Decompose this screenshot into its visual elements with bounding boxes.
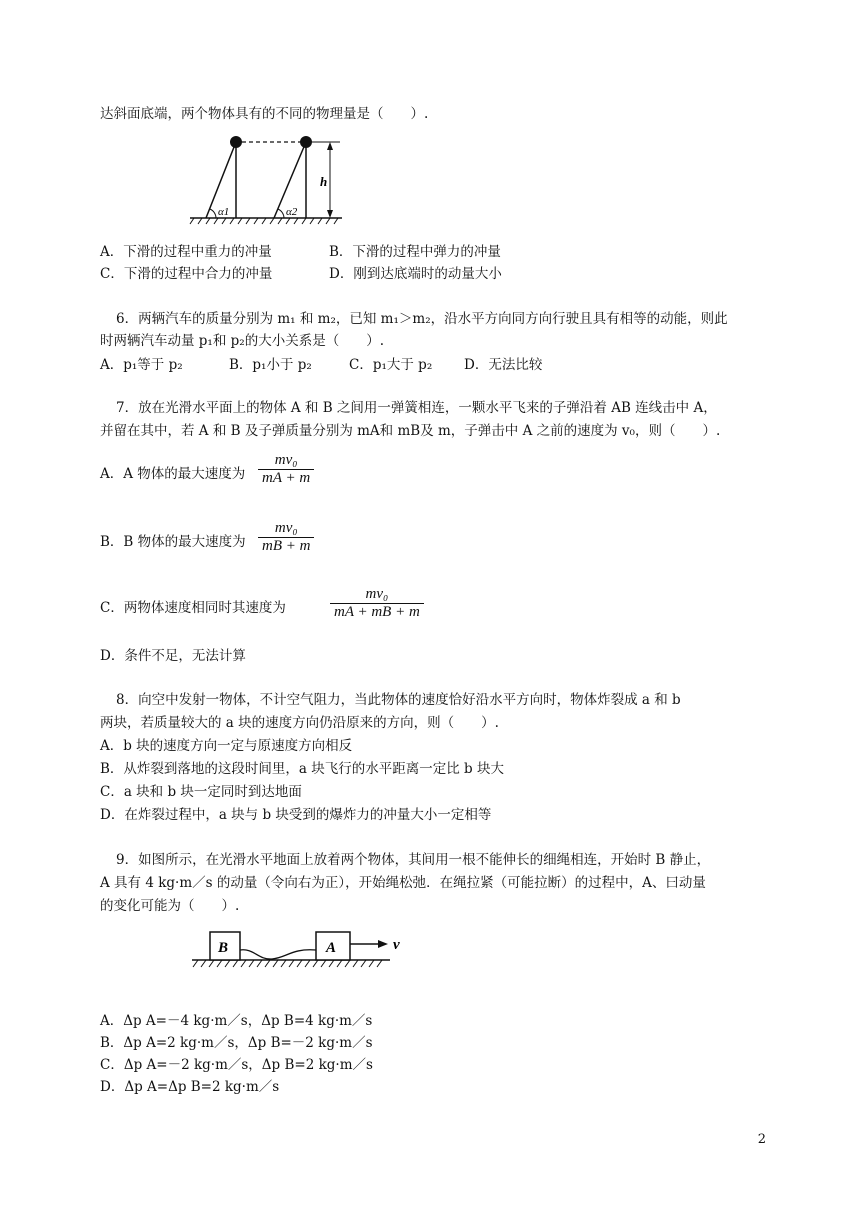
- fraction-numerator: mv₀: [365, 586, 389, 602]
- q9-option-a: A．Δp A=－4 kg·m／s，Δp B=4 kg·m／s: [100, 1013, 373, 1029]
- q6-stem-line1: 6．两辆汽车的质量分别为 m₁ 和 m₂，已知 m₁＞m₂，沿水平方向同方向行驶且具有相等的动能，则此: [116, 311, 728, 327]
- page-number: 2: [757, 1132, 766, 1147]
- q9-option-c: C．Δp A=－2 kg·m／s，Δp B=2 kg·m／s: [100, 1057, 373, 1073]
- q8-option-c: C．a 块和 b 块一定同时到达地面: [100, 784, 302, 800]
- fraction-numerator: mv₀: [274, 520, 298, 536]
- q7-option-d: D．条件不足，无法计算: [100, 648, 246, 664]
- q5-option-b: B．下滑的过程中弹力的冲量: [329, 244, 501, 260]
- q7-option-a-fraction: [258, 452, 314, 487]
- incline-figure: [190, 130, 350, 230]
- q7-option-b: B．B 物体的最大速度为: [100, 534, 246, 550]
- alpha1-label: α1: [218, 206, 230, 218]
- q8-stem-line2: 两块，若质量较大的 a 块的速度方向仍沿原来的方向，则（ ）.: [100, 715, 499, 731]
- fraction-denominator: mB + m: [262, 538, 311, 554]
- velocity-label: v: [393, 937, 400, 953]
- fraction-denominator: mA + mB + m: [334, 604, 420, 620]
- q9-stem-line3: 的变化可能为（ ）.: [100, 898, 240, 914]
- q6-option-d: D．无法比较: [464, 357, 543, 373]
- alpha2-label: α2: [286, 206, 298, 218]
- q9-option-b: B．Δp A=2 kg·m／s，Δp B=－2 kg·m／s: [100, 1035, 373, 1051]
- height-label: h: [320, 174, 328, 189]
- q8-option-d: D．在炸裂过程中，a 块与 b 块受到的爆炸力的冲量大小一定相等: [100, 807, 492, 823]
- q7-option-b-fraction: [258, 520, 314, 555]
- q9-stem-line2: A 具有 4 kg·m／s 的动量（令向右为正），开始绳松弛．在绳拉紧（可能拉断）的过程中，A、曰动量: [100, 875, 706, 891]
- q8-option-b: B．从炸裂到落地的这段时间里，a 块飞行的水平距离一定比 b 块大: [100, 761, 504, 777]
- q7-option-a: A．A 物体的最大速度为: [100, 466, 246, 482]
- q5-option-c: C．下滑的过程中合力的冲量: [100, 266, 273, 282]
- q6-option-a: A．p₁等于 p₂: [100, 357, 183, 373]
- q5-option-d: D．刚到达底端时的动量大小: [329, 266, 502, 282]
- q7-option-c: C．两物体速度相同时其速度为: [100, 600, 286, 616]
- q5-option-a: A．下滑的过程中重力的冲量: [100, 244, 272, 260]
- q6-option-c: C．p₁大于 p₂: [349, 357, 433, 373]
- blocks-figure: [192, 926, 412, 976]
- q8-option-a: A．b 块的速度方向一定与原速度方向相反: [100, 738, 353, 754]
- question-5-stem-tail: 达斜面底端，两个物体具有的不同的物理量是（ ）.: [100, 106, 429, 122]
- q7-stem-line1: 7．放在光滑水平面上的物体 A 和 B 之间用一弹簧相连，一颗水平飞来的子弹沿着 AB 连线击中 A，: [116, 400, 717, 416]
- block-b-label: B: [218, 940, 229, 956]
- q6-option-b: B．p₁小于 p₂: [229, 357, 312, 373]
- q9-stem-line1: 9．如图所示，在光滑水平地面上放着两个物体，其间用一根不能伸长的细绳相连，开始时 B 静止，: [116, 852, 711, 868]
- q6-stem-line2: 时两辆汽车动量 p₁和 p₂的大小关系是（ ）.: [100, 333, 384, 349]
- q7-stem-line2: 并留在其中，若 A 和 B 及子弹质量分别为 mA和 mB及 m，子弹击中 A 之前的速度为 v₀，则（ ）.: [100, 423, 721, 439]
- q7-option-c-fraction: [330, 586, 424, 621]
- fraction-numerator: mv₀: [274, 452, 298, 468]
- block-a-label: A: [326, 940, 337, 956]
- q9-option-d: D．Δp A=Δp B=2 kg·m／s: [100, 1079, 280, 1095]
- q8-stem-line1: 8．向空中发射一物体，不计空气阻力，当此物体的速度恰好沿水平方向时，物体炸裂成 a 和 b: [116, 692, 681, 708]
- fraction-denominator: mA + m: [262, 470, 311, 486]
